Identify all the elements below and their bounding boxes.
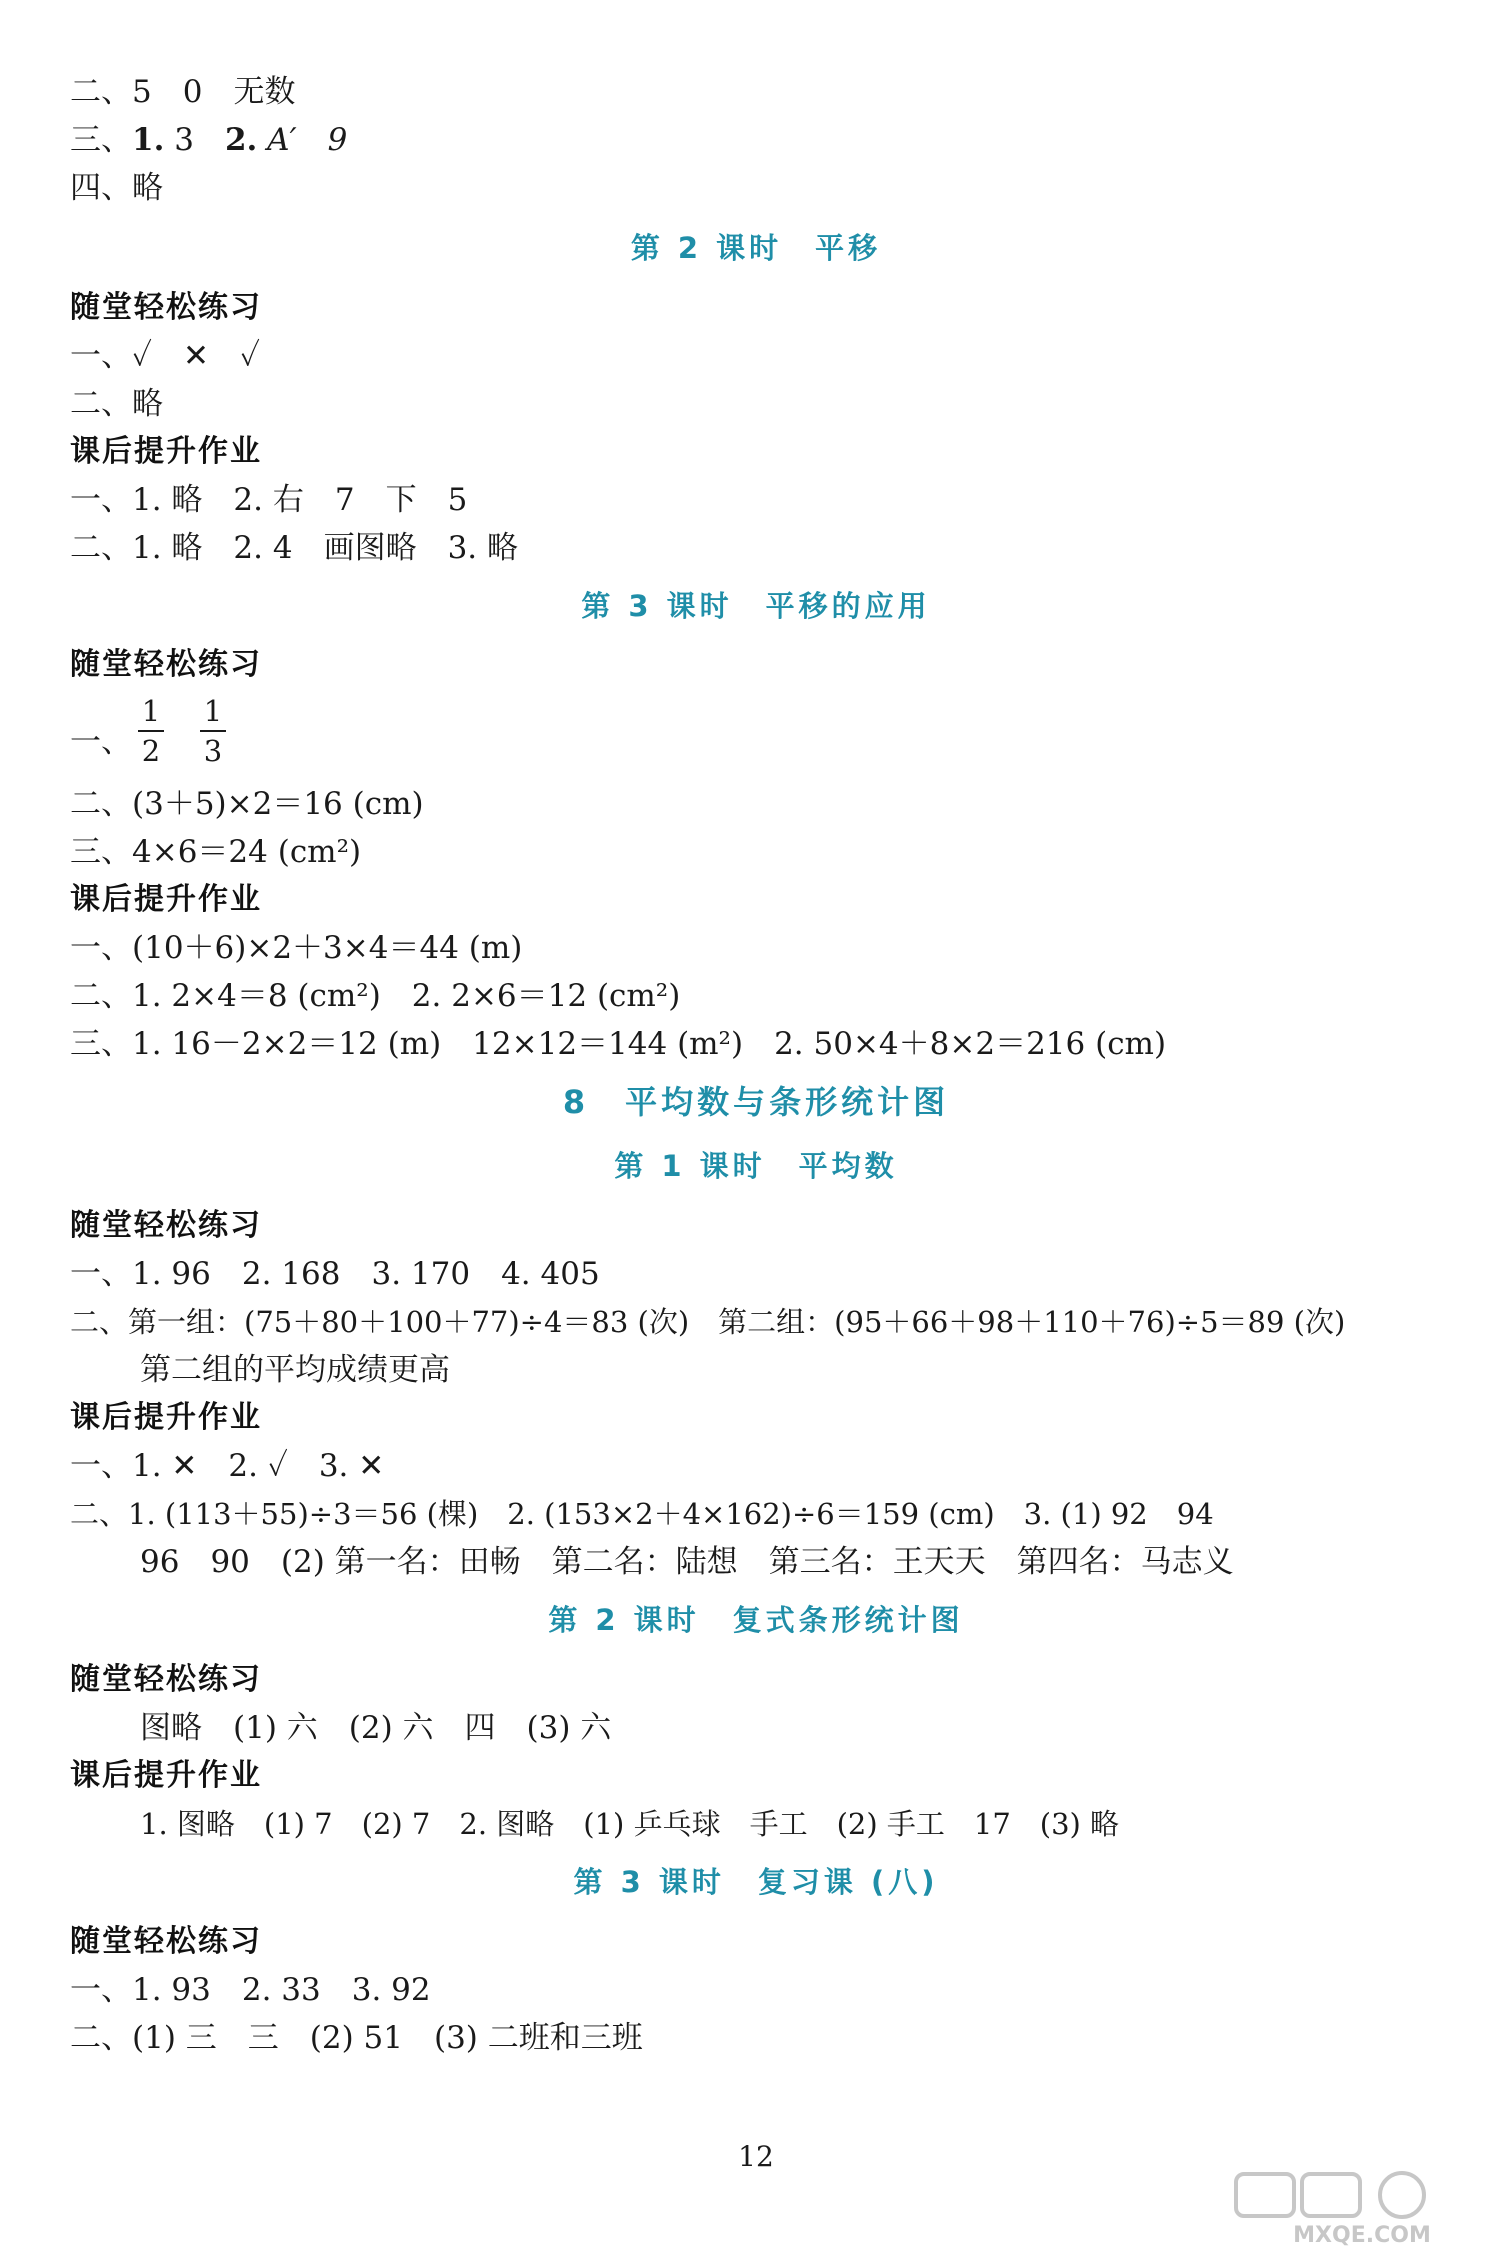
answer-line: 二、5 0 无数 bbox=[70, 74, 296, 110]
watermark-mark bbox=[1236, 2174, 1294, 2216]
answer-line: 一、1. ✕ 2. ✓ 3. ✕ bbox=[70, 1448, 385, 1484]
question-number: 1. bbox=[132, 122, 165, 158]
fraction-bar bbox=[200, 730, 226, 732]
lesson-heading: 第 2 课时 复式条形统计图 bbox=[548, 1603, 964, 1637]
section-title: 随堂轻松练习 bbox=[70, 1208, 262, 1243]
answer-line: 一、1. 93 2. 33 3. 92 bbox=[70, 1972, 431, 2008]
fraction-denominator: 3 bbox=[203, 734, 223, 768]
lesson-heading: 第 3 课时 复习课 (八) bbox=[573, 1865, 939, 1899]
fraction bbox=[200, 694, 226, 768]
fraction-denominator: 2 bbox=[141, 734, 161, 768]
fraction-bar bbox=[138, 730, 164, 732]
answer-value: 3 bbox=[164, 122, 225, 158]
fraction-numerator: 1 bbox=[141, 694, 161, 728]
answer-line: 图略 (1) 六 (2) 六 四 (3) 六 bbox=[140, 1710, 612, 1746]
section-title: 随堂轻松练习 bbox=[70, 647, 262, 682]
section-title: 随堂轻松练习 bbox=[70, 290, 262, 325]
lesson-heading: 第 2 课时 平移 bbox=[630, 231, 882, 265]
answer-line: 二、第一组：(75＋80＋100＋77)÷4＝83 (次) 第二组：(95＋66＋98＋110＋76)÷5＝89 (次) bbox=[70, 1305, 1346, 1339]
section-title: 课后提升作业 bbox=[70, 1400, 262, 1435]
answer-line: 三、1. 16－2×2＝12 (m) 12×12＝144 (m²) 2. 50×4＋8×2＝216 (cm) bbox=[70, 1026, 1167, 1062]
answer-line: 四、略 bbox=[70, 170, 163, 206]
answer-line: 二、(3＋5)×2＝16 (cm) bbox=[70, 786, 424, 822]
question-number: 2. bbox=[224, 122, 258, 158]
answer-line: 二、1. (113＋55)÷3＝56 (棵) 2. (153×2＋4×162)÷6＝159 (cm) 3. (1) 92 94 bbox=[70, 1497, 1214, 1531]
answer-line: 一、(10＋6)×2＋3×4＝44 (m) bbox=[70, 930, 523, 966]
answer-line: 一、1. 96 2. 168 3. 170 4. 405 bbox=[70, 1256, 600, 1292]
answer-value: A′ 9 bbox=[257, 122, 348, 158]
section-title: 随堂轻松练习 bbox=[70, 1924, 262, 1959]
answer-line: 1. 图略 (1) 7 (2) 7 2. 图略 (1) 乒乓球 手工 (2) 手工 17 (3) 略 bbox=[140, 1807, 1120, 1841]
answer-line: 一、✓ ✕ ✓ bbox=[70, 338, 260, 374]
answer-line: 96 90 (2) 第一名：田畅 第二名：陆想 第三名：王天天 第四名：马志义 bbox=[140, 1544, 1234, 1580]
answer-line: 二、(1) 三 三 (2) 51 (3) 二班和三班 bbox=[70, 2020, 643, 2056]
chapter-heading: 8 平均数与条形统计图 bbox=[562, 1083, 950, 1121]
lesson-heading: 第 3 课时 平移的应用 bbox=[581, 589, 931, 623]
section-title: 课后提升作业 bbox=[70, 882, 262, 917]
watermark-mark bbox=[1380, 2173, 1424, 2217]
answer-line: 二、略 bbox=[70, 386, 163, 422]
watermark-text: MXQE.COM bbox=[1293, 2223, 1431, 2248]
page-number: 12 bbox=[738, 2140, 774, 2173]
answer-prefix: 三、 bbox=[70, 122, 132, 158]
watermark-mark bbox=[1302, 2174, 1360, 2216]
answer-line: 一、1. 略 2. 右 7 下 5 bbox=[70, 482, 468, 518]
section-title: 课后提升作业 bbox=[70, 1758, 262, 1793]
answer-line: 二、1. 2×4＝8 (cm²) 2. 2×6＝12 (cm²) bbox=[70, 978, 681, 1014]
fraction bbox=[138, 694, 164, 768]
fraction-numerator: 1 bbox=[203, 694, 223, 728]
answer-line: 一、 bbox=[70, 724, 132, 760]
watermark-logo bbox=[1232, 2168, 1492, 2248]
answer-line: 三、4×6＝24 (cm²) bbox=[70, 834, 362, 870]
lesson-heading: 第 1 课时 平均数 bbox=[614, 1149, 898, 1183]
section-title: 随堂轻松练习 bbox=[70, 1662, 262, 1697]
answer-line bbox=[70, 120, 347, 160]
answer-line: 第二组的平均成绩更高 bbox=[140, 1352, 450, 1388]
answer-line: 二、1. 略 2. 4 画图略 3. 略 bbox=[70, 530, 519, 566]
section-title: 课后提升作业 bbox=[70, 434, 262, 469]
